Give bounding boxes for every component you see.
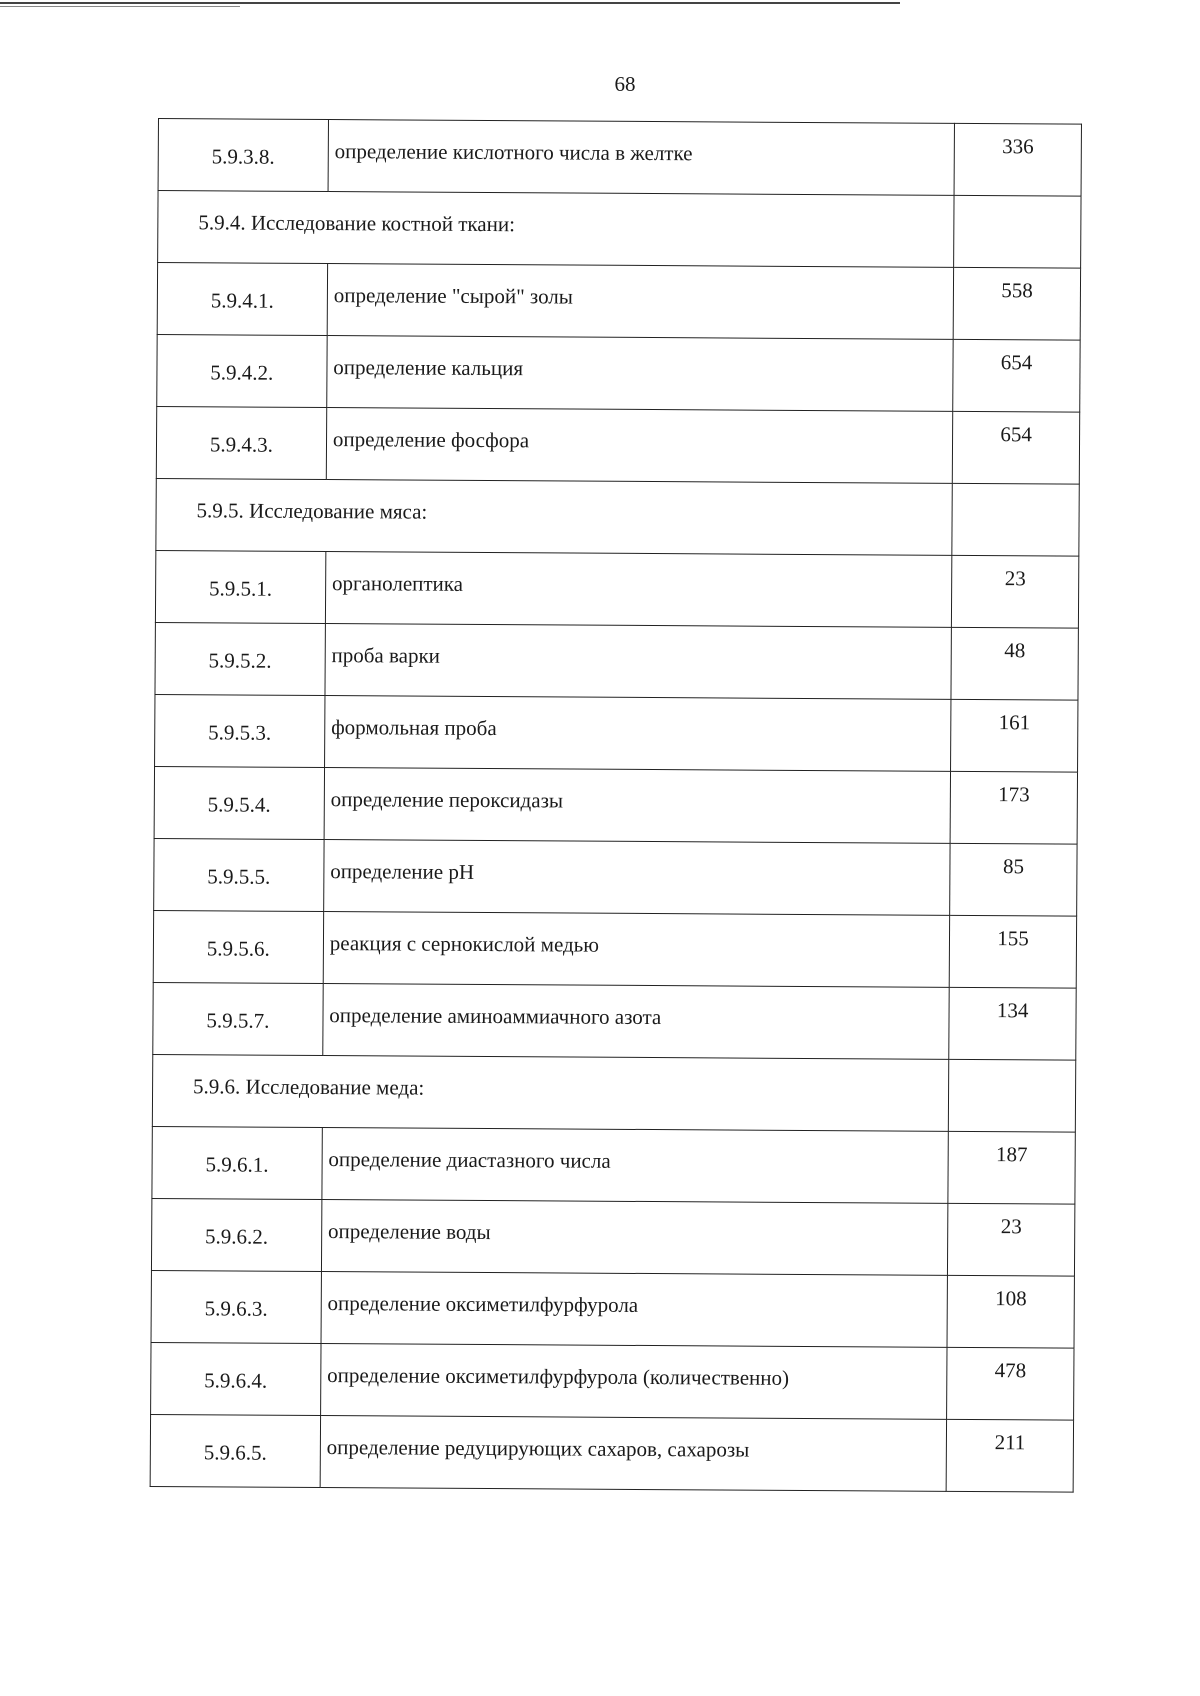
table-row bbox=[157, 334, 1080, 412]
section-row bbox=[152, 1054, 1075, 1132]
table-row bbox=[151, 1342, 1074, 1420]
item-code: 5.9.6.5. bbox=[150, 1414, 320, 1487]
item-code: 5.9.3.8. bbox=[158, 119, 328, 192]
item-name: определение pH bbox=[323, 840, 950, 916]
item-name: определение оксиметилфурфурола (количественно) bbox=[320, 1344, 947, 1420]
item-code: 5.9.5.2. bbox=[155, 622, 325, 695]
table-row bbox=[154, 838, 1077, 916]
price-table-body bbox=[150, 119, 1081, 1493]
item-price: 558 bbox=[953, 267, 1080, 340]
section-title: 5.9.5. Исследование мяса: bbox=[156, 478, 953, 555]
item-price: 173 bbox=[950, 771, 1077, 844]
table-row bbox=[153, 982, 1076, 1060]
table-row bbox=[155, 550, 1078, 628]
table-row bbox=[151, 1270, 1074, 1348]
item-code: 5.9.5.5. bbox=[154, 838, 324, 911]
item-name: определение фосфора bbox=[326, 408, 953, 484]
item-name: определение аминоаммиачного азота bbox=[323, 984, 950, 1060]
item-price: 85 bbox=[950, 843, 1077, 916]
table-row bbox=[155, 622, 1078, 700]
section-title: 5.9.6. Исследование меда: bbox=[152, 1054, 949, 1131]
item-name: определение кальция bbox=[327, 336, 954, 412]
item-name: реакция с сернокислой медью bbox=[323, 912, 950, 988]
item-price: 336 bbox=[954, 123, 1081, 196]
item-price: 23 bbox=[952, 555, 1079, 628]
item-name: проба варки bbox=[325, 624, 952, 700]
table-row bbox=[157, 263, 1080, 341]
table-row bbox=[154, 766, 1077, 844]
item-name: определение оксиметилфурфурола bbox=[321, 1272, 948, 1348]
section-row bbox=[158, 191, 1081, 269]
item-price: 48 bbox=[951, 627, 1078, 700]
item-price: 478 bbox=[947, 1347, 1074, 1420]
item-code: 5.9.4.1. bbox=[157, 263, 327, 336]
item-code: 5.9.6.2. bbox=[151, 1198, 321, 1271]
item-name: формольная проба bbox=[324, 696, 951, 772]
item-code: 5.9.5.3. bbox=[155, 694, 325, 767]
table-row bbox=[158, 119, 1081, 197]
table-row bbox=[155, 694, 1078, 772]
item-code: 5.9.5.4. bbox=[154, 766, 324, 839]
price-cell-empty bbox=[948, 1059, 1075, 1132]
item-price: 654 bbox=[953, 339, 1080, 412]
item-price: 155 bbox=[949, 915, 1076, 988]
table-row bbox=[152, 1126, 1075, 1204]
section-row bbox=[156, 478, 1079, 556]
item-name: определение диастазного числа bbox=[322, 1128, 949, 1204]
item-price: 108 bbox=[947, 1275, 1074, 1348]
item-price: 161 bbox=[951, 699, 1078, 772]
item-code: 5.9.6.4. bbox=[151, 1342, 321, 1415]
table-row bbox=[151, 1198, 1074, 1276]
scan-edge-line bbox=[0, 2, 900, 4]
section-title: 5.9.4. Исследование костной ткани: bbox=[158, 191, 955, 268]
scan-edge-line bbox=[0, 6, 240, 7]
item-price: 211 bbox=[946, 1419, 1073, 1492]
item-price: 654 bbox=[952, 411, 1079, 484]
table-row bbox=[156, 406, 1079, 484]
item-code: 5.9.6.3. bbox=[151, 1270, 321, 1343]
price-table bbox=[150, 118, 1082, 1493]
table-row bbox=[150, 1414, 1073, 1492]
item-code: 5.9.4.2. bbox=[157, 334, 327, 407]
item-code: 5.9.5.1. bbox=[155, 550, 325, 623]
item-code: 5.9.5.6. bbox=[153, 910, 323, 983]
price-cell-empty bbox=[952, 483, 1079, 556]
item-name: определение редуцирующих сахаров, сахарозы bbox=[320, 1416, 947, 1492]
item-name: определение пероксидазы bbox=[324, 768, 951, 844]
item-name: органолептика bbox=[325, 552, 952, 628]
item-code: 5.9.6.1. bbox=[152, 1126, 322, 1199]
item-code: 5.9.4.3. bbox=[156, 406, 326, 479]
page-number: 68 bbox=[614, 72, 636, 96]
price-cell-empty bbox=[954, 195, 1081, 268]
item-name: определение "сырой" золы bbox=[327, 264, 954, 340]
item-name: определение воды bbox=[321, 1200, 948, 1276]
item-price: 134 bbox=[949, 987, 1076, 1060]
item-price: 23 bbox=[948, 1203, 1075, 1276]
table-row bbox=[153, 910, 1076, 988]
item-code: 5.9.5.7. bbox=[153, 982, 323, 1055]
item-price: 187 bbox=[948, 1131, 1075, 1204]
item-name: определение кислотного числа в желтке bbox=[328, 120, 955, 196]
